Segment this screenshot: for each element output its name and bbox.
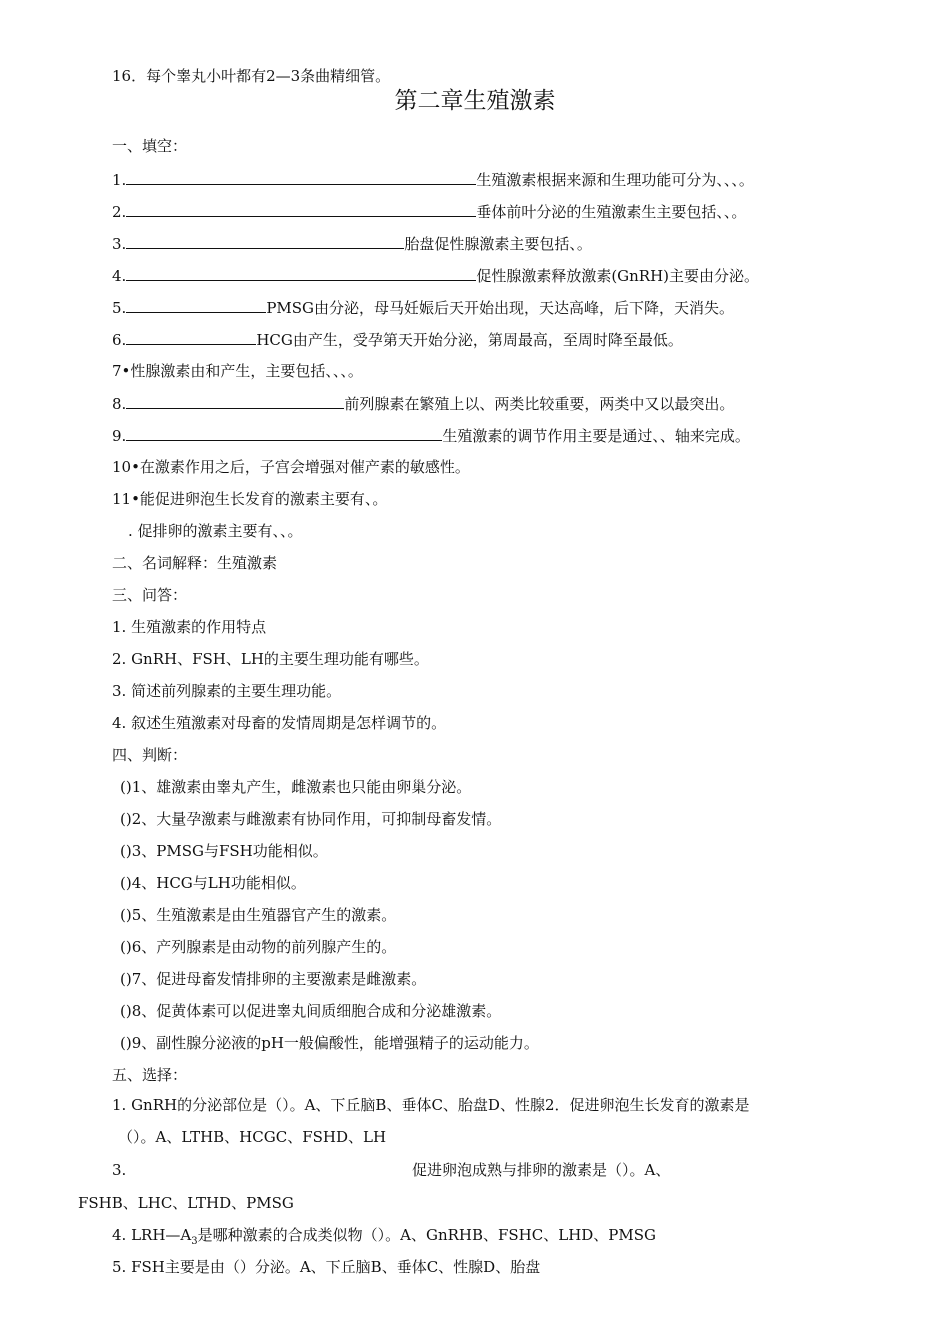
previous-chapter-item: 16．每个睾丸小叶都有2—3条曲精细管。 — [112, 67, 391, 85]
fill-item-9 — [112, 425, 750, 446]
fill-item-4 — [112, 265, 759, 286]
item-number: 1. — [112, 171, 127, 189]
qa-item-2: 2. GnRH、FSH、LH的主要生理功能有哪些。 — [112, 650, 429, 668]
item-text: 促性腺激素释放激素(GnRH)主要由分泌。 — [476, 267, 760, 285]
item-number: 5. — [112, 299, 127, 317]
fill-item-7 — [112, 361, 363, 381]
item-text: 前列腺素在繁殖上以、两类比较重要，两类中又以最突出。 — [344, 395, 735, 413]
choice-item-1: 1. GnRH的分泌部位是（）。A、下丘脑B、垂体C、胎盘D、性腺2．促进卵泡生长发育的激素是 — [112, 1096, 750, 1114]
judge-item-6: ()6、产列腺素是由动物的前列腺产生的。 — [120, 938, 397, 956]
judge-item-5: ()5、生殖激素是由生殖器官产生的激素。 — [120, 906, 397, 924]
answer-blank — [126, 393, 344, 409]
item-number: 4. — [112, 267, 127, 285]
judge-item-2: ()2、大量孕激素与雌激素有协同作用，可抑制母畜发情。 — [120, 810, 502, 828]
item-text: 生殖激素的调节作用主要是通过、、轴来完成。 — [442, 427, 750, 445]
section-judge-heading: 四、判断： — [112, 746, 188, 764]
fill-item-1 — [112, 169, 754, 190]
qa-item-3: 3. 简述前列腺素的主要生理功能。 — [112, 682, 342, 700]
qa-item-1: 1. 生殖激素的作用特点 — [112, 618, 267, 636]
item-text: 生殖激素根据来源和生理功能可分为、、、。 — [476, 171, 754, 189]
choice-item-4 — [112, 1225, 656, 1252]
choice-item-5: 5. FSH主要是由（）分泌。A、下丘脑B、垂体C、性腺D、胎盘 — [112, 1258, 541, 1276]
fill-item-5 — [112, 297, 734, 318]
choice-item-3-options: FSHB、LHC、LTHD、PMSG — [78, 1194, 294, 1212]
item-text: 胎盘促性腺激素主要包括、。 — [404, 235, 592, 253]
answer-blank — [126, 329, 256, 345]
answer-blank — [126, 297, 266, 313]
judge-item-1: ()1、雄激素由睾丸产生，雌激素也只能由卵巢分泌。 — [120, 778, 472, 796]
item-text: 7•性腺激素由和产生，主要包括、、、。 — [112, 362, 363, 380]
answer-blank — [126, 201, 476, 217]
choice-item-4-prefix: 4. LRH—A — [112, 1226, 192, 1244]
item-number: 6. — [112, 331, 127, 349]
answer-blank — [126, 425, 442, 441]
fill-item-8 — [112, 393, 734, 414]
judge-item-3: ()3、PMSG与FSH功能相似。 — [120, 842, 328, 860]
judge-item-7: ()7、促进母畜发情排卵的主要激素是雌激素。 — [120, 970, 427, 988]
choice-item-4-text: 是哪种激素的合成类似物（）。A、GnRHB、FSHC、LHD、PMSG — [197, 1226, 657, 1244]
item-text: HCG由产生，受孕第天开始分泌，第周最高，至周时降至最低。 — [256, 331, 683, 349]
item-text: PMSG由分泌，母马妊娠后天开始出现，天达高峰，后下降，天消失。 — [266, 299, 735, 317]
choice-item-2-options: （）。A、LTHB、HCGC、FSHD、LH — [118, 1128, 387, 1146]
item-number: 3. — [112, 235, 127, 253]
fill-item-3 — [112, 233, 592, 254]
choice-item-3: 促进卵泡成熟与排卵的激素是（）。A、 — [412, 1161, 671, 1179]
judge-item-4: ()4、HCG与LH功能相似。 — [120, 874, 306, 892]
fill-item-10: 10•在激素作用之后，子宫会增强对催产素的敏感性。 — [112, 458, 470, 476]
fill-item-11: 11•能促进卵泡生长发育的激素主要有、。 — [112, 490, 388, 508]
choice-item-3-number: 3. — [112, 1161, 127, 1179]
answer-blank — [126, 265, 476, 281]
item-number: 9. — [112, 427, 127, 445]
fill-item-12: . 促排卵的激素主要有、、。 — [128, 522, 303, 540]
chapter-title: 第二章生殖激素 — [394, 88, 556, 114]
item-number: 8. — [112, 395, 127, 413]
item-number: 2. — [112, 203, 127, 221]
item-text: 垂体前叶分泌的生殖激素生主要包括、、。 — [476, 203, 747, 221]
fill-item-2 — [112, 201, 746, 222]
judge-item-9: ()9、副性腺分泌液的pH一般偏酸性，能增强精子的运动能力。 — [120, 1034, 539, 1052]
qa-item-4: 4. 叙述生殖激素对母畜的发情周期是怎样调节的。 — [112, 714, 447, 732]
judge-item-8: ()8、促黄体素可以促进睾丸间质细胞合成和分泌雄激素。 — [120, 1002, 502, 1020]
section-qa-heading: 三、问答： — [112, 586, 188, 604]
section-term-heading: 二、名词解释：生殖激素 — [112, 554, 278, 572]
subscript: 3 — [191, 1236, 198, 1247]
section-fill-heading: 一、填空： — [112, 137, 188, 155]
section-choice-heading: 五、选择： — [112, 1066, 188, 1084]
fill-item-6 — [112, 329, 683, 350]
answer-blank — [126, 169, 476, 185]
answer-blank — [126, 233, 404, 249]
